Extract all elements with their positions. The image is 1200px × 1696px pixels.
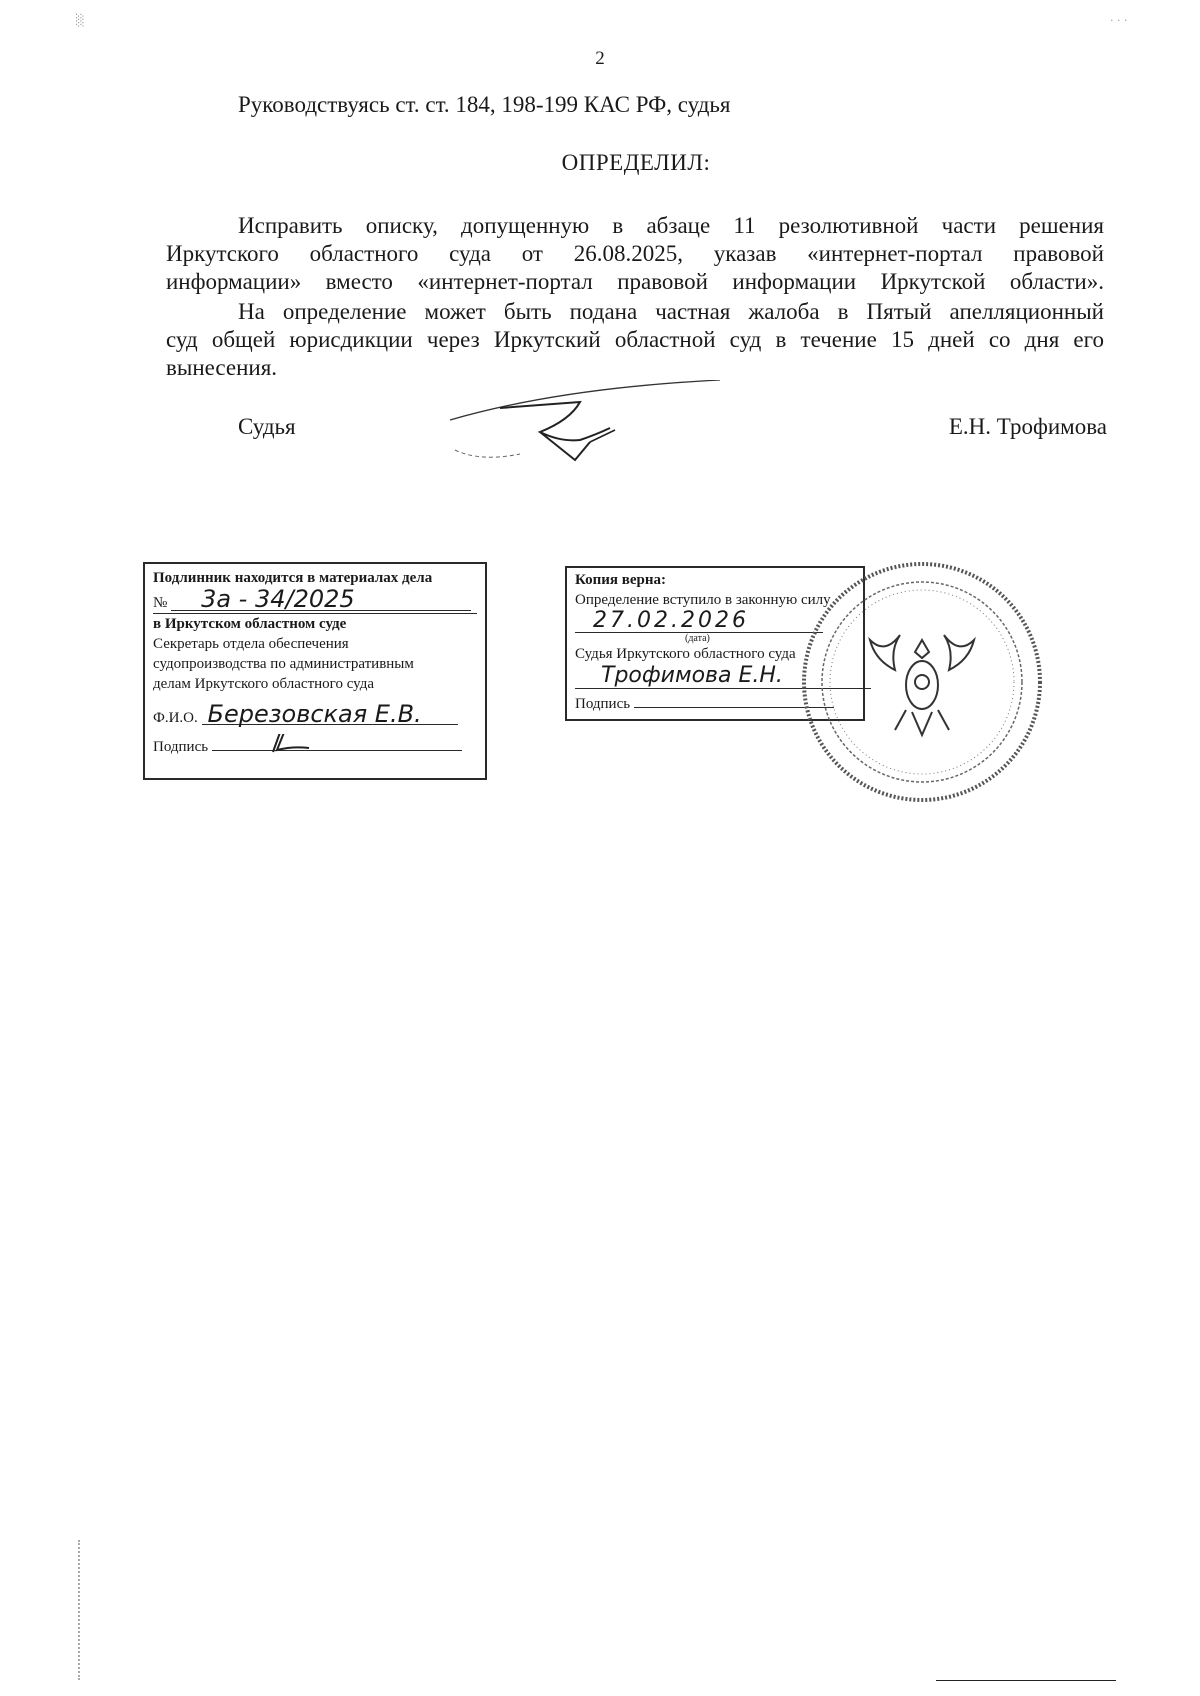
page-number: 2 xyxy=(595,48,605,69)
stamp-sign-label: Подпись xyxy=(153,739,209,755)
stamp-copy-judge-hand: Трофимова Е.Н. xyxy=(575,664,871,689)
eagle-emblem-icon xyxy=(870,635,974,735)
footer-rule xyxy=(936,1680,1116,1681)
ruling-paragraph-1 xyxy=(166,212,1104,296)
stamp-original-line-4: Секретарь отдела обеспечения xyxy=(153,636,349,652)
stamp-sign-line xyxy=(212,734,462,751)
stamp-sign-row xyxy=(153,734,477,757)
stamp-fio-label: Ф.И.О. xyxy=(153,710,198,726)
paragraph-2-line-2: суд общей юрисдикции через Иркутский областной суд в течение 15 дней со дня его xyxy=(166,327,1104,352)
stamp-number-label: № xyxy=(153,595,168,611)
paragraph-1-line-2: Иркутского областного суда от 26.08.2025, указав «интернет-портал правовой xyxy=(166,241,1104,266)
stamp-copy-line-4: Судья Иркутского областного суда xyxy=(575,646,796,662)
paragraph-2-line-3: вынесения. xyxy=(166,355,278,380)
paragraph-1-line-3: информации» вместо «интернет-портал правовой информации Иркутской области». xyxy=(166,269,1104,294)
original-location-stamp xyxy=(143,562,487,780)
stamp-copy-date-hint: (дата) xyxy=(685,633,710,644)
paragraph-2-line-1: На определение может быть подана частная жалоба в Пятый апелляционный xyxy=(238,299,1104,324)
judge-title: Судья xyxy=(238,414,296,439)
stamp-copy-sign-label: Подпись xyxy=(575,696,631,712)
stamp-copy-line-1: Копия верна: xyxy=(575,572,667,588)
ruling-heading: ОПРЕДЕЛИЛ: xyxy=(561,150,711,175)
stamp-original-line-3: в Иркутском областном суде xyxy=(153,613,477,634)
secretary-signature xyxy=(253,734,313,754)
stamp-fio-value: Березовская Е.В. xyxy=(202,704,458,725)
stamp-original-line-5: судопроизводства по административным xyxy=(153,656,414,672)
scan-artifact-top-right: · · · xyxy=(1110,14,1128,27)
margin-hole-punch-marks xyxy=(78,1540,84,1680)
ruling-paragraph-2 xyxy=(166,298,1104,382)
stamp-copy-line-2: Определение вступило в законную силу xyxy=(575,592,831,608)
stamp-case-number: 3а - 34/2025 xyxy=(171,588,471,611)
court-seal xyxy=(800,560,1045,805)
stamp-fio-row xyxy=(153,704,477,728)
paragraph-1-line-1: Исправить описку, допущенную в абзаце 11 резолютивной части решения xyxy=(238,213,1104,238)
stamp-copy-date: 27.02.2026 xyxy=(575,610,823,633)
stamp-case-number-row xyxy=(153,588,477,613)
judge-signature xyxy=(440,380,740,470)
stamp-original-line-1: Подлинник находится в материалах дела xyxy=(153,570,433,586)
legal-basis-line: Руководствуясь ст. ст. 184, 198-199 КАС РФ, судья xyxy=(238,92,731,117)
scan-artifact-top-left: ░ xyxy=(76,14,85,27)
stamp-original-line-6: делам Иркутского областного суда xyxy=(153,676,375,692)
judge-name: Е.Н. Трофимова xyxy=(948,414,1107,439)
